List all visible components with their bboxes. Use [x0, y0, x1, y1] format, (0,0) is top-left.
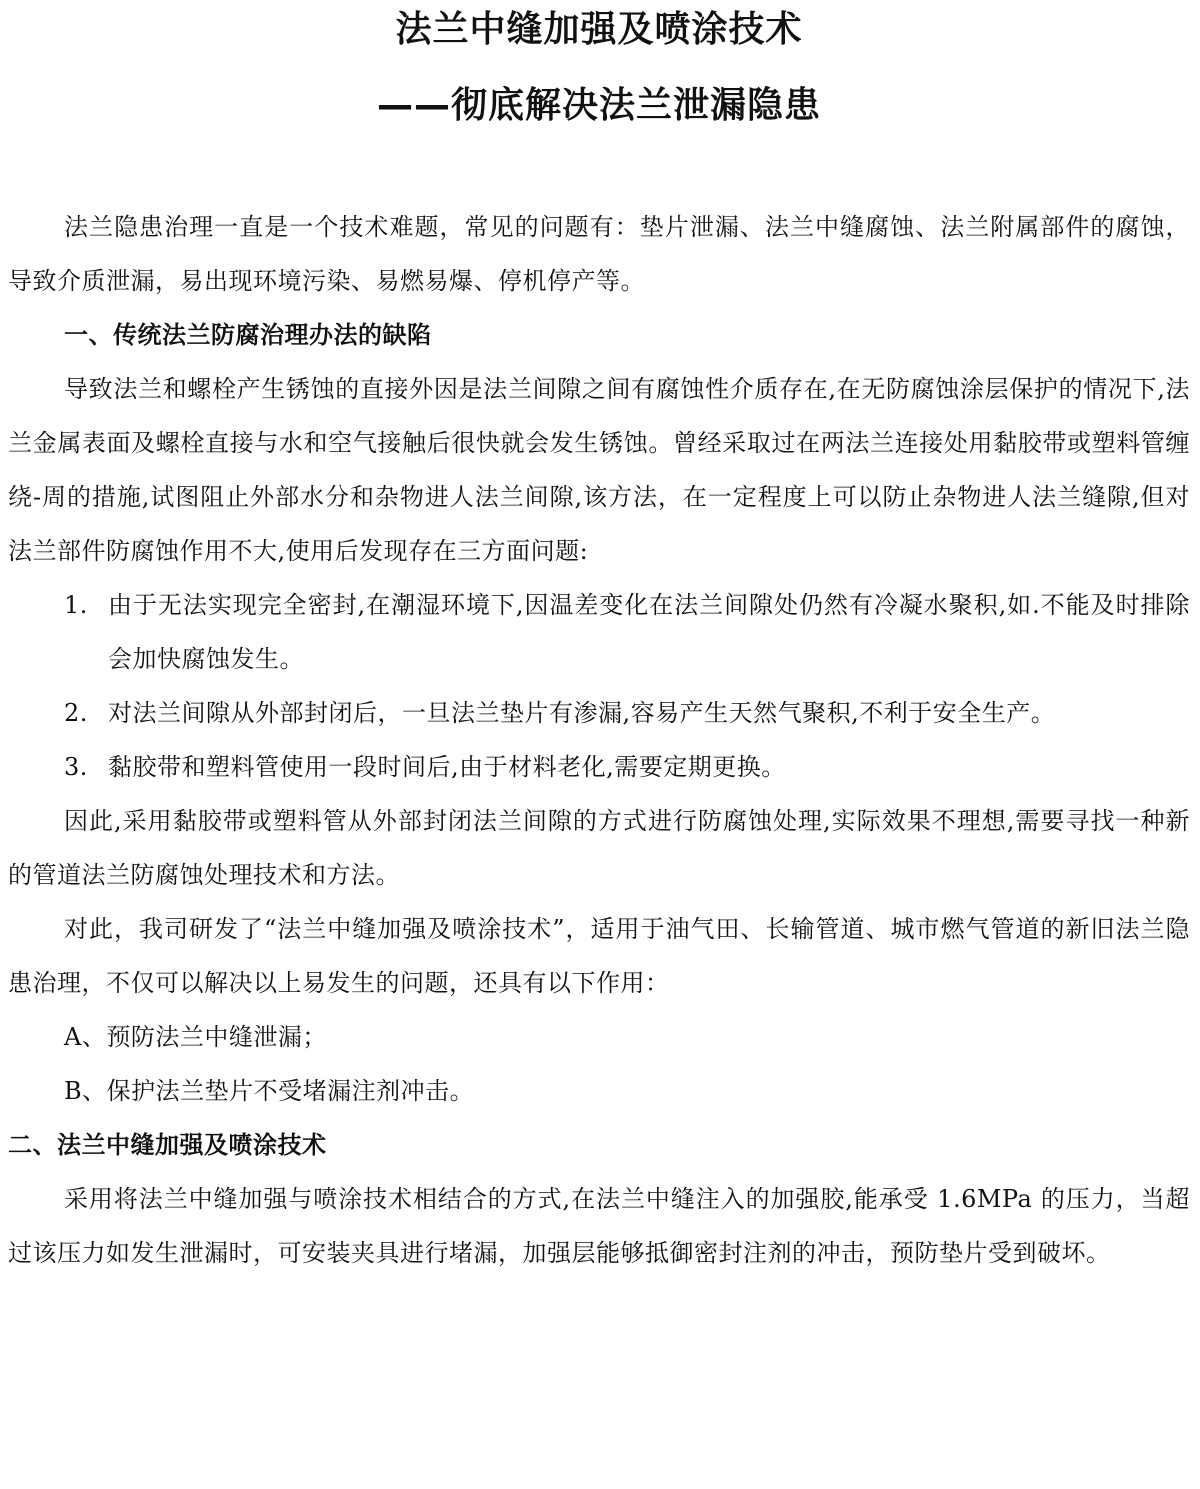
list-item: [8, 740, 1190, 794]
document-body: [8, 200, 1190, 1280]
list-item-text: 黏胶带和塑料管使用一段时间后,由于材料老化,需要定期更换。: [108, 753, 786, 781]
benefit-a: A、预防法兰中缝泄漏；: [64, 1023, 327, 1051]
list-item-text: 对法兰间隙从外部封闭后，一旦法兰垫片有渗漏,容易产生天然气聚积,不利于安全生产。: [108, 699, 1056, 727]
document-title: 法兰中缝加强及喷涂技术: [395, 9, 803, 50]
list-item: [8, 686, 1190, 740]
document-subtitle: ——彻底解决法兰泄漏隐患: [376, 85, 821, 126]
benefit-b: B、保护法兰垫片不受堵漏注剂冲击。: [64, 1077, 475, 1105]
list-item-number: 1.: [64, 591, 88, 619]
section-2-heading: 二、法兰中缝加强及喷涂技术: [8, 1131, 327, 1159]
section-1-heading: 一、传统法兰防腐治理办法的缺陷: [64, 321, 432, 349]
conclusion-paragraph: 因此,采用黏胶带或塑料管从外部封闭法兰间隙的方式进行防腐蚀处理,实际效果不理想,需要寻找一种新的管道法兰防腐蚀处理技术和方法。: [8, 807, 1190, 889]
list-item-number: 3.: [64, 753, 88, 781]
intro-paragraph: 法兰隐患治理一直是一个技术难题，常见的问题有：垫片泄漏、法兰中缝腐蚀、法兰附属部件的腐蚀，导致介质泄漏，易出现环境污染、易燃易爆、停机停产等。: [8, 213, 1190, 295]
list-item-text: 由于无法实现完全密封,在潮湿环境下,因温差变化在法兰间隙处仍然有冷凝水聚积,如.不能及时排除会加快腐蚀发生。: [108, 591, 1190, 673]
section-1-paragraph: 导致法兰和螺栓产生锈蚀的直接外因是法兰间隙之间有腐蚀性介质存在,在无防腐蚀涂层保护的情况下,法兰金属表面及螺栓直接与水和空气接触后很快就会发生锈蚀。曾经采取过在两法兰连接处用黏胶带或塑料管缠绕-周的措施,试图阻止外部水分和杂物进人法兰间隙,该方法，在一定程度上可以防止杂物进人法兰缝隙,但对法兰部件防腐蚀作用不大,使用后发现存在三方面问题:: [8, 375, 1190, 565]
development-paragraph: 对此，我司研发了“法兰中缝加强及喷涂技术”，适用于油气田、长输管道、城市燃气管道的新旧法兰隐患治理，不仅可以解决以上易发生的问题，还具有以下作用：: [8, 915, 1190, 997]
list-item: [8, 578, 1190, 686]
list-item-number: 2.: [64, 699, 88, 727]
section-2-paragraph: 采用将法兰中缝加强与喷涂技术相结合的方式,在法兰中缝注入的加强胶,能承受 1.6MPa 的压力，当超过该压力如发生泄漏时，可安装夹具进行堵漏，加强层能够抵御密封注剂的冲击，预防垫片受到破坏。: [8, 1185, 1190, 1267]
